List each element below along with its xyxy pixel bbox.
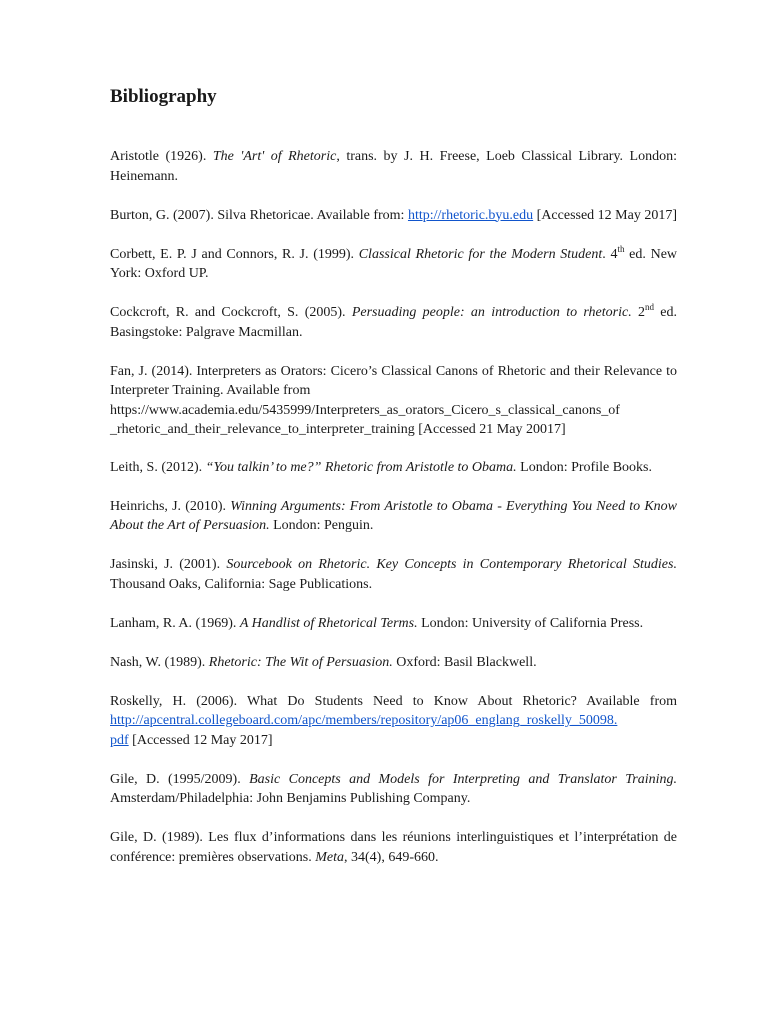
reference-link[interactable]: pdf [110,732,129,748]
reference-url: _rhetoric_and_their_relevance_to_interpreter_training [Accessed 21 May 20017] [110,422,566,437]
bibliography-entry: Aristotle (1926). The 'Art' of Rhetoric, trans. by J. H. Freese, Loeb Classical Library. London: Heinemann. [110,149,677,184]
bibliography-entry: Gile, D. (1989). Les flux d’informations dans les réunions interlinguistiques et l’interprétation de conférence: premières observations. Meta, 34(4), 649-660. [110,830,677,865]
reference-link[interactable]: http://rhetoric.byu.edu [407,207,534,223]
bibliography-entry: Lanham, R. A. (1969). A Handlist of Rhetorical Terms. London: University of California Press. [110,615,644,631]
bibliography-entry: Jasinski, J. (2001). Sourcebook on Rhetoric. Key Concepts in Contemporary Rhetorical Studies. Thousand Oaks, California: Sage Publications. [110,557,677,592]
bibliography-entry: Burton, G. (2007). Silva Rhetoricae. Available from: http://rhetoric.byu.edu [Accessed 12 May 2017] [110,207,678,223]
bibliography-entry: Roskelly, H. (2006). What Do Students Need to Know About Rhetoric? Available from http://apcentral.collegeboard.com/apc/members/repository/ap06_englang_roskelly_50098. pdf [Accessed 12 May 2017] [110,693,677,748]
bibliography-entry: Leith, S. (2012). “You talkin’ to me?” Rhetoric from Aristotle to Obama. London: Profile Books. [110,459,652,475]
page-title: Bibliography [110,86,217,107]
bibliography-entry: Nash, W. (1989). Rhetoric: The Wit of Persuasion. Oxford: Basil Blackwell. [110,654,537,670]
bibliography-entry: Cockcroft, R. and Cockcroft, S. (2005). Persuading people: an introduction to rhetoric. 2nd ed. Basingstoke: Palgrave Macmillan. [110,302,678,340]
reference-link[interactable]: http://apcentral.collegeboard.com/apc/members/repository/ap06_englang_roskelly_50098. [110,713,618,728]
bibliography-entry: Fan, J. (2014). Interpreters as Orators: Cicero’s Classical Canons of Rhetoric and their Relevance to Interpreter Training. Available from https://www.academia.edu/5435999/Interpreters_as_orators_Cicero_s_classical_canons_of _rhetoric_and_their_relevance_to_interpreter_training [Accessed 21 May 20017] [110,363,677,437]
bibliography-entry: Corbett, E. P. J and Connors, R. J. (1999). Classical Rhetoric for the Modern Student. 4th ed. New York: Oxford UP. [110,243,678,281]
bibliography-list [110,147,677,887]
reference-url: https://www.academia.edu/5435999/Interpreters_as_orators_Cicero_s_classical_canons_of [110,402,620,418]
bibliography-entry: Gile, D. (1995/2009). Basic Concepts and Models for Interpreting and Translator Training. Amsterdam/Philadelphia: John Benjamins Publishing Company. [110,771,677,806]
bibliography-entry: Heinrichs, J. (2010). Winning Arguments: From Aristotle to Obama - Everything You Need to Know About the Art of Persuasion. London: Penguin. [110,498,677,533]
